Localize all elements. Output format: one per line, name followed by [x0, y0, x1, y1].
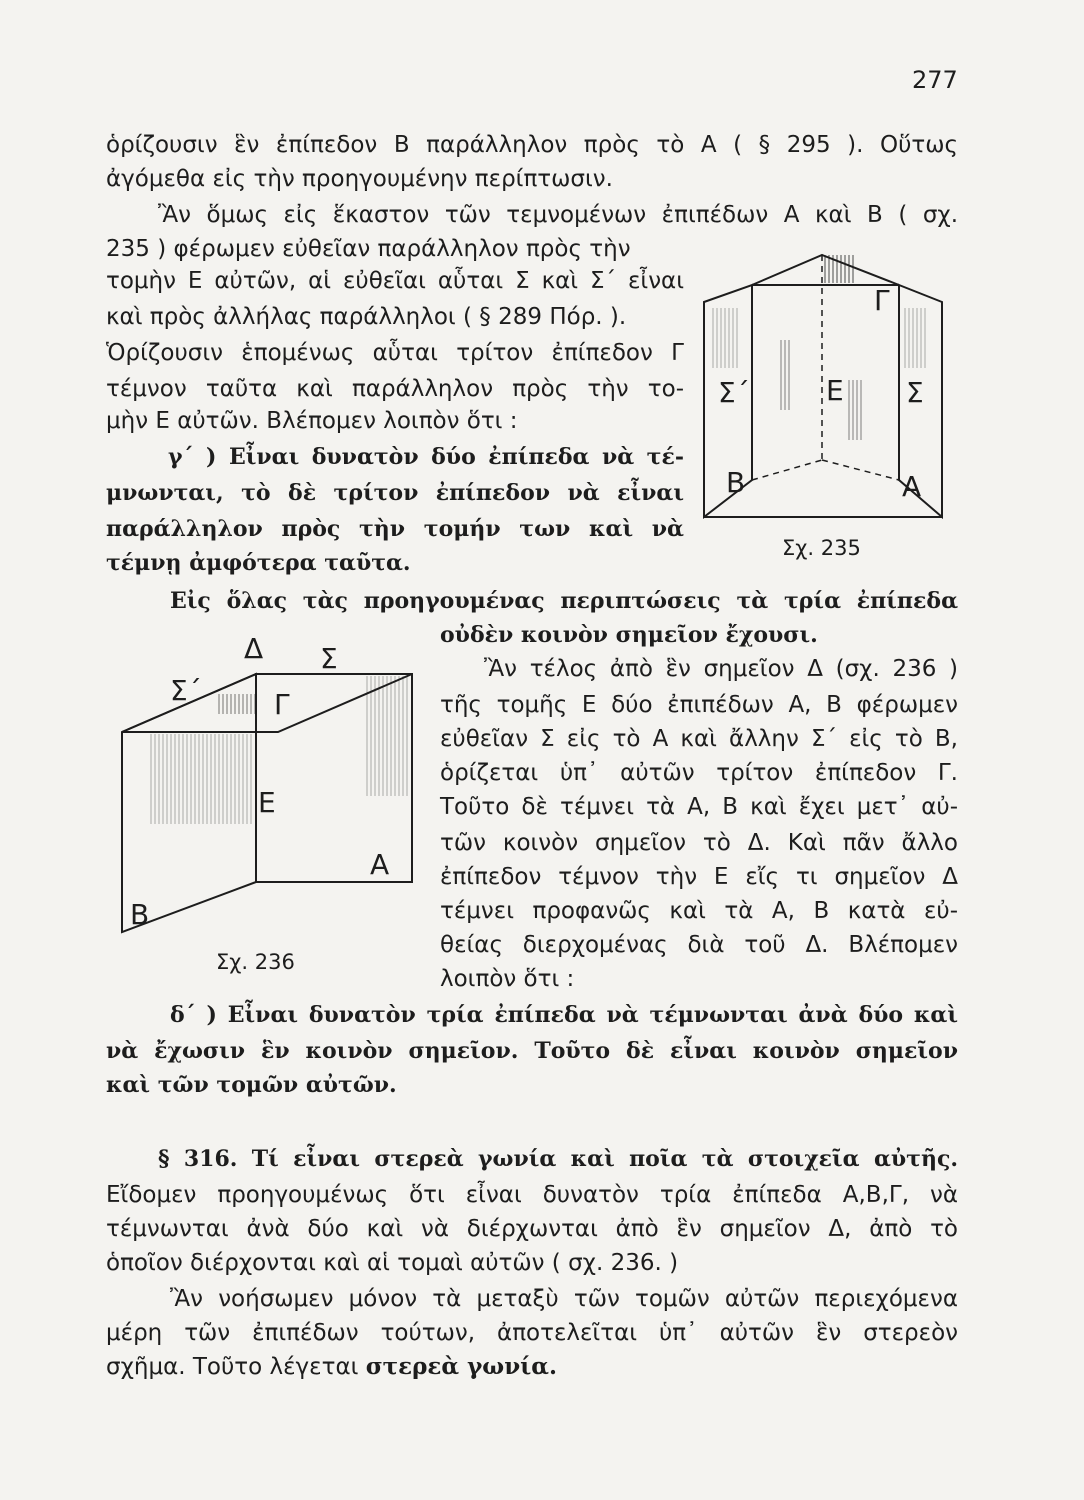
text-line: τῆς τομῆς Ε δύο ἐπιπέδων Α, Β φέρωμεν	[440, 692, 958, 718]
text-line-start: σχῆμα. Τοῦτο λέγεται	[106, 1354, 366, 1380]
rule-text: μνωνται, τὸ δὲ τρίτον ἐπίπεδον νὰ εἶναι	[106, 480, 684, 506]
rule-text: καὶ τῶν τομῶν αὐτῶν.	[106, 1072, 397, 1098]
figure-235-caption: Σχ. 235	[782, 536, 861, 560]
rule-text: τέμνῃ ἀμφότερα ταῦτα.	[106, 550, 411, 576]
label-beta: Β	[726, 466, 746, 499]
label-delta: Δ	[244, 634, 264, 665]
figure-236-caption: Σχ. 236	[216, 950, 295, 974]
text-line: Ὁρίζουσιν ἑπομένως αὗται τρίτον ἐπίπεδον Γ	[106, 340, 684, 366]
text-line: τομὴν Ε αὐτῶν, αἱ εὐθεῖαι αὗται Σ καὶ Σ΄ εἶναι	[106, 268, 684, 294]
label-sigma-prime: Σ΄	[718, 376, 750, 409]
text-line: ἀγόμεθα εἰς τὴν προηγουμένην περίπτωσιν.	[106, 166, 613, 192]
text-line: Ἂν τέλος ἀπὸ ἓν σημεῖον Δ (σχ. 236 )	[484, 656, 958, 682]
label-epsilon: Ε	[258, 786, 276, 819]
label-alpha: Α	[902, 470, 922, 503]
text-line: ἐπίπεδον τέμνον τὴν Ε εἴς τι σημεῖον Δ	[440, 864, 958, 890]
label-beta: Β	[130, 898, 150, 931]
text-line: καὶ πρὸς ἀλλήλας παράλληλοι ( § 289 Πόρ. ).	[106, 304, 627, 330]
text-line: τέμνωνται ἀνὰ δύο καὶ νὰ διέρχωνται ἀπὸ ἓν σημεῖον Δ, ἀπὸ τὸ	[106, 1216, 958, 1242]
text-line: τέμνει προφανῶς καὶ τὰ Α, Β κατὰ εὐ-	[440, 898, 958, 924]
term-solid-angle: στερεὰ γωνία.	[365, 1353, 557, 1380]
text-line: μὴν Ε αὐτῶν. Βλέπομεν λοιπὸν ὅτι :	[106, 408, 518, 434]
text-line: 235 ) φέρωμεν εὐθεῖαν παράλληλον πρὸς τὴν	[106, 236, 631, 262]
summary-text: οὐδὲν κοινὸν σημεῖον ἔχουσι.	[440, 622, 818, 648]
text-line: ὁποῖον διέρχονται καὶ αἱ τομαὶ αὐτῶν ( σχ. 236. )	[106, 1250, 679, 1276]
page-number: 277	[912, 66, 958, 94]
rule-text: νὰ ἔχωσιν ἓν κοινὸν σημεῖον. Τοῦτο δὲ εἶναι κοινὸν σημεῖον	[106, 1038, 958, 1064]
text-line: Ἂν νοήσωμεν μόνον τὰ μεταξὺ τῶν τομῶν αὐτῶν περιεχόμενα	[170, 1286, 958, 1312]
text-line: μέρη τῶν ἐπιπέδων τούτων, ἀποτελεῖται ὑπ᾽ αὐτῶν ἓν στερεὸν	[106, 1320, 958, 1346]
text-line: Εἴδομεν προηγουμένως ὅτι εἶναι δυνατὸν τρία ἐπίπεδα Α,Β,Γ, νὰ	[106, 1182, 958, 1208]
label-epsilon: Ε	[826, 374, 844, 407]
rule-text: παράλληλον πρὸς τὴν τομήν των καὶ νὰ	[106, 516, 684, 542]
text-line: Ἂν ὅμως εἰς ἕκαστον τῶν τεμνομένων ἐπιπέδων Α καὶ Β ( σχ.	[158, 202, 958, 228]
text-line: ὁρίζουσιν ἓν ἐπίπεδον Β παράλληλον πρὸς τὸ Α ( § 295 ). Οὕτως	[106, 132, 958, 158]
figure-236	[118, 634, 418, 934]
text-line: θείας διερχομένας διὰ τοῦ Δ. Βλέπομεν	[440, 932, 958, 958]
label-sigma-prime: Σ΄	[170, 674, 202, 707]
label-gamma: Γ	[874, 284, 890, 317]
section-heading: § 316. Τί εἶναι στερεὰ γωνία καὶ ποῖα τὰ στοιχεῖα αὐτῆς.	[158, 1146, 958, 1172]
text-line: λοιπὸν ὅτι :	[440, 966, 575, 992]
label-gamma: Γ	[274, 688, 290, 721]
label-alpha: Α	[370, 848, 390, 881]
summary-text: Εἰς ὅλας τὰς προηγουμένας περιπτώσεις τὰ τρία ἐπίπεδα	[170, 588, 958, 614]
text-line: τῶν κοινὸν σημεῖον τὸ Δ. Καὶ πᾶν ἄλλο	[440, 830, 958, 856]
text-line: ὁρίζεται ὑπ᾽ αὐτῶν τρίτον ἐπίπεδον Γ.	[440, 760, 958, 786]
rule-text: δ΄ ) Εἶναι δυνατὸν τρία ἐπίπεδα νὰ τέμνωνται ἀνὰ δύο καὶ	[170, 1002, 958, 1028]
label-sigma: Σ	[320, 642, 338, 675]
text-line: Τοῦτο δὲ τέμνει τὰ Α, Β καὶ ἔχει μετ᾽ αὐ-	[440, 794, 958, 820]
text-line: τέμνον ταῦτα καὶ παράλληλον πρὸς τὴν το-	[106, 376, 684, 402]
text-line: εὐθεῖαν Σ εἰς τὸ Α καὶ ἄλλην Σ΄ εἰς τὸ Β,	[440, 726, 958, 752]
figure-235	[700, 250, 950, 520]
rule-text: γ΄ ) Εἶναι δυνατὸν δύο ἐπίπεδα νὰ τέ-	[168, 444, 684, 470]
text-line	[106, 1350, 958, 1384]
label-sigma: Σ	[906, 376, 924, 409]
